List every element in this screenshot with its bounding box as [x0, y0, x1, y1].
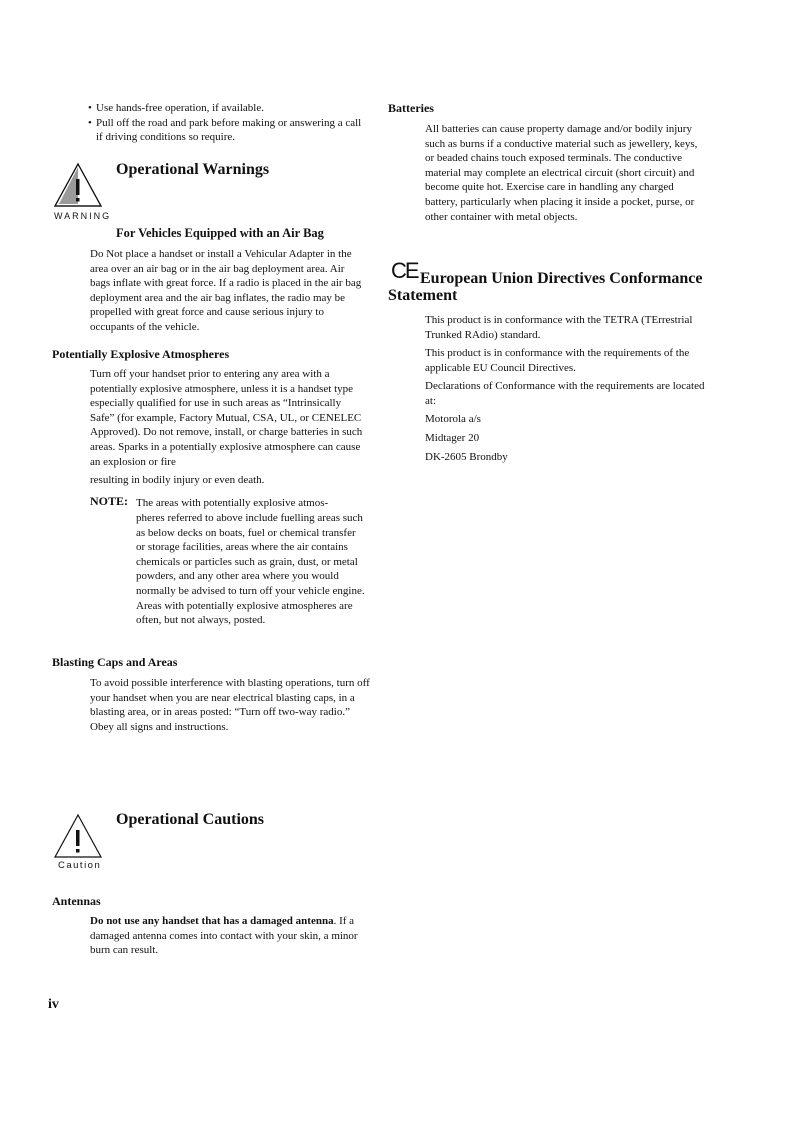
warning-triangle-icon	[52, 162, 104, 208]
list-item: • Pull off the road and park before making or answering a call if driving conditions so require.	[88, 116, 362, 144]
warning-label: WARNING	[54, 211, 112, 221]
explosive-paragraph-end: resulting in bodily injury or even death.	[90, 474, 265, 486]
antennas-warning-text: If a damaged antenna comes into contact with your skin, a minor burn can result.	[90, 915, 358, 957]
operational-warnings-heading: Operational Warnings	[116, 161, 270, 178]
antennas-warning-period: .	[333, 915, 337, 927]
warning-icon	[52, 162, 112, 226]
caution-icon	[52, 813, 104, 877]
list-item: • Use hands-free operation, if available.	[88, 102, 264, 114]
eu-heading-line1: European Union Directives Conformance	[420, 270, 703, 287]
eu-paragraph-declarations: Declarations of Conformance with the requirements are located at:	[425, 380, 705, 407]
address-line: Motorola a/s	[425, 413, 481, 425]
blasting-paragraph: To avoid possible interference with blasting operations, turn off your handset when you are near electrical blasting caps, in a blasting area, or in areas posted: “Turn off two-way radio.” Obey all signs and instructions.	[90, 677, 370, 733]
caution-label: Caution	[58, 860, 102, 871]
explosive-heading: Potentially Explosive Atmospheres	[52, 347, 230, 361]
blasting-heading: Blasting Caps and Areas	[52, 655, 178, 669]
airbag-heading: For Vehicles Equipped with an Air Bag	[116, 226, 324, 240]
explosive-paragraph: Turn off your handset prior to entering any area with a potentially explosive atmosphere, unless it is a handset type especially qualified for use in such areas as “Intrinsically Safe” (for example, Factory Mutual, CSA, UL, or CENELEC Approved). Do not remove, install, or charge batteries in such areas. Sparks in a potentially explosive atmosphere can cause an explosion or fire	[90, 368, 363, 468]
ce-mark-icon: CE	[391, 258, 418, 283]
driving-bullet-list	[88, 101, 368, 145]
note-label: NOTE:	[90, 494, 129, 508]
airbag-paragraph: Do Not place a handset or install a Vehicular Adapter in the area over an air bag or in the air bag deployment area. Air bags inflate with great force. If a radio is placed in the air bag deployment area and the air bag inflates, the radio may be propelled with great force and cause serious injury to occupants of the vehicle.	[90, 248, 362, 333]
page-number: iv	[48, 997, 59, 1012]
batteries-paragraph: All batteries can cause property damage and/or bodily injury such as burns if a conductive material such as jewellery, keys, or beaded chains touch exposed terminals. The conductive material may complete an electrical circuit (short circuit) and become quite hot. Exercise care in handling any charged battery, particularly when placing it inside a pocket, purse, or other container with metal objects.	[425, 123, 698, 223]
note-first-line: The areas with potentially explosive atmos-	[136, 497, 329, 509]
antennas-paragraph	[90, 914, 365, 958]
note-text: pheres referred to above include fuelling areas such as below decks on boats, fuel or chemical transfer or storage facilities, areas where the air contains chemicals or particles such as grain, dust, or metal powders, and any other area where you would normally be advised to turn off your vehicle engine. Areas with potentially explosive atmospheres are often, but not always, posted.	[136, 512, 365, 627]
eu-paragraph-directives: This product is in conformance with the requirements of the applicable EU Council Directives.	[425, 347, 690, 374]
address-line: Midtager 20	[425, 432, 480, 444]
antennas-heading: Antennas	[52, 894, 101, 908]
eu-paragraph-tetra: This product is in conformance with the TETRA (TErrestrial Trunked RAdio) standard.	[425, 314, 693, 341]
batteries-heading: Batteries	[388, 101, 434, 115]
operational-cautions-heading: Operational Cautions	[116, 811, 265, 828]
address-line: DK-2605 Brondby	[425, 451, 508, 463]
antennas-warning-bold: Do not use any handset that has a damaged antenna	[90, 915, 334, 927]
eu-heading-line2: Statement	[388, 287, 458, 304]
caution-triangle-icon	[52, 813, 104, 859]
